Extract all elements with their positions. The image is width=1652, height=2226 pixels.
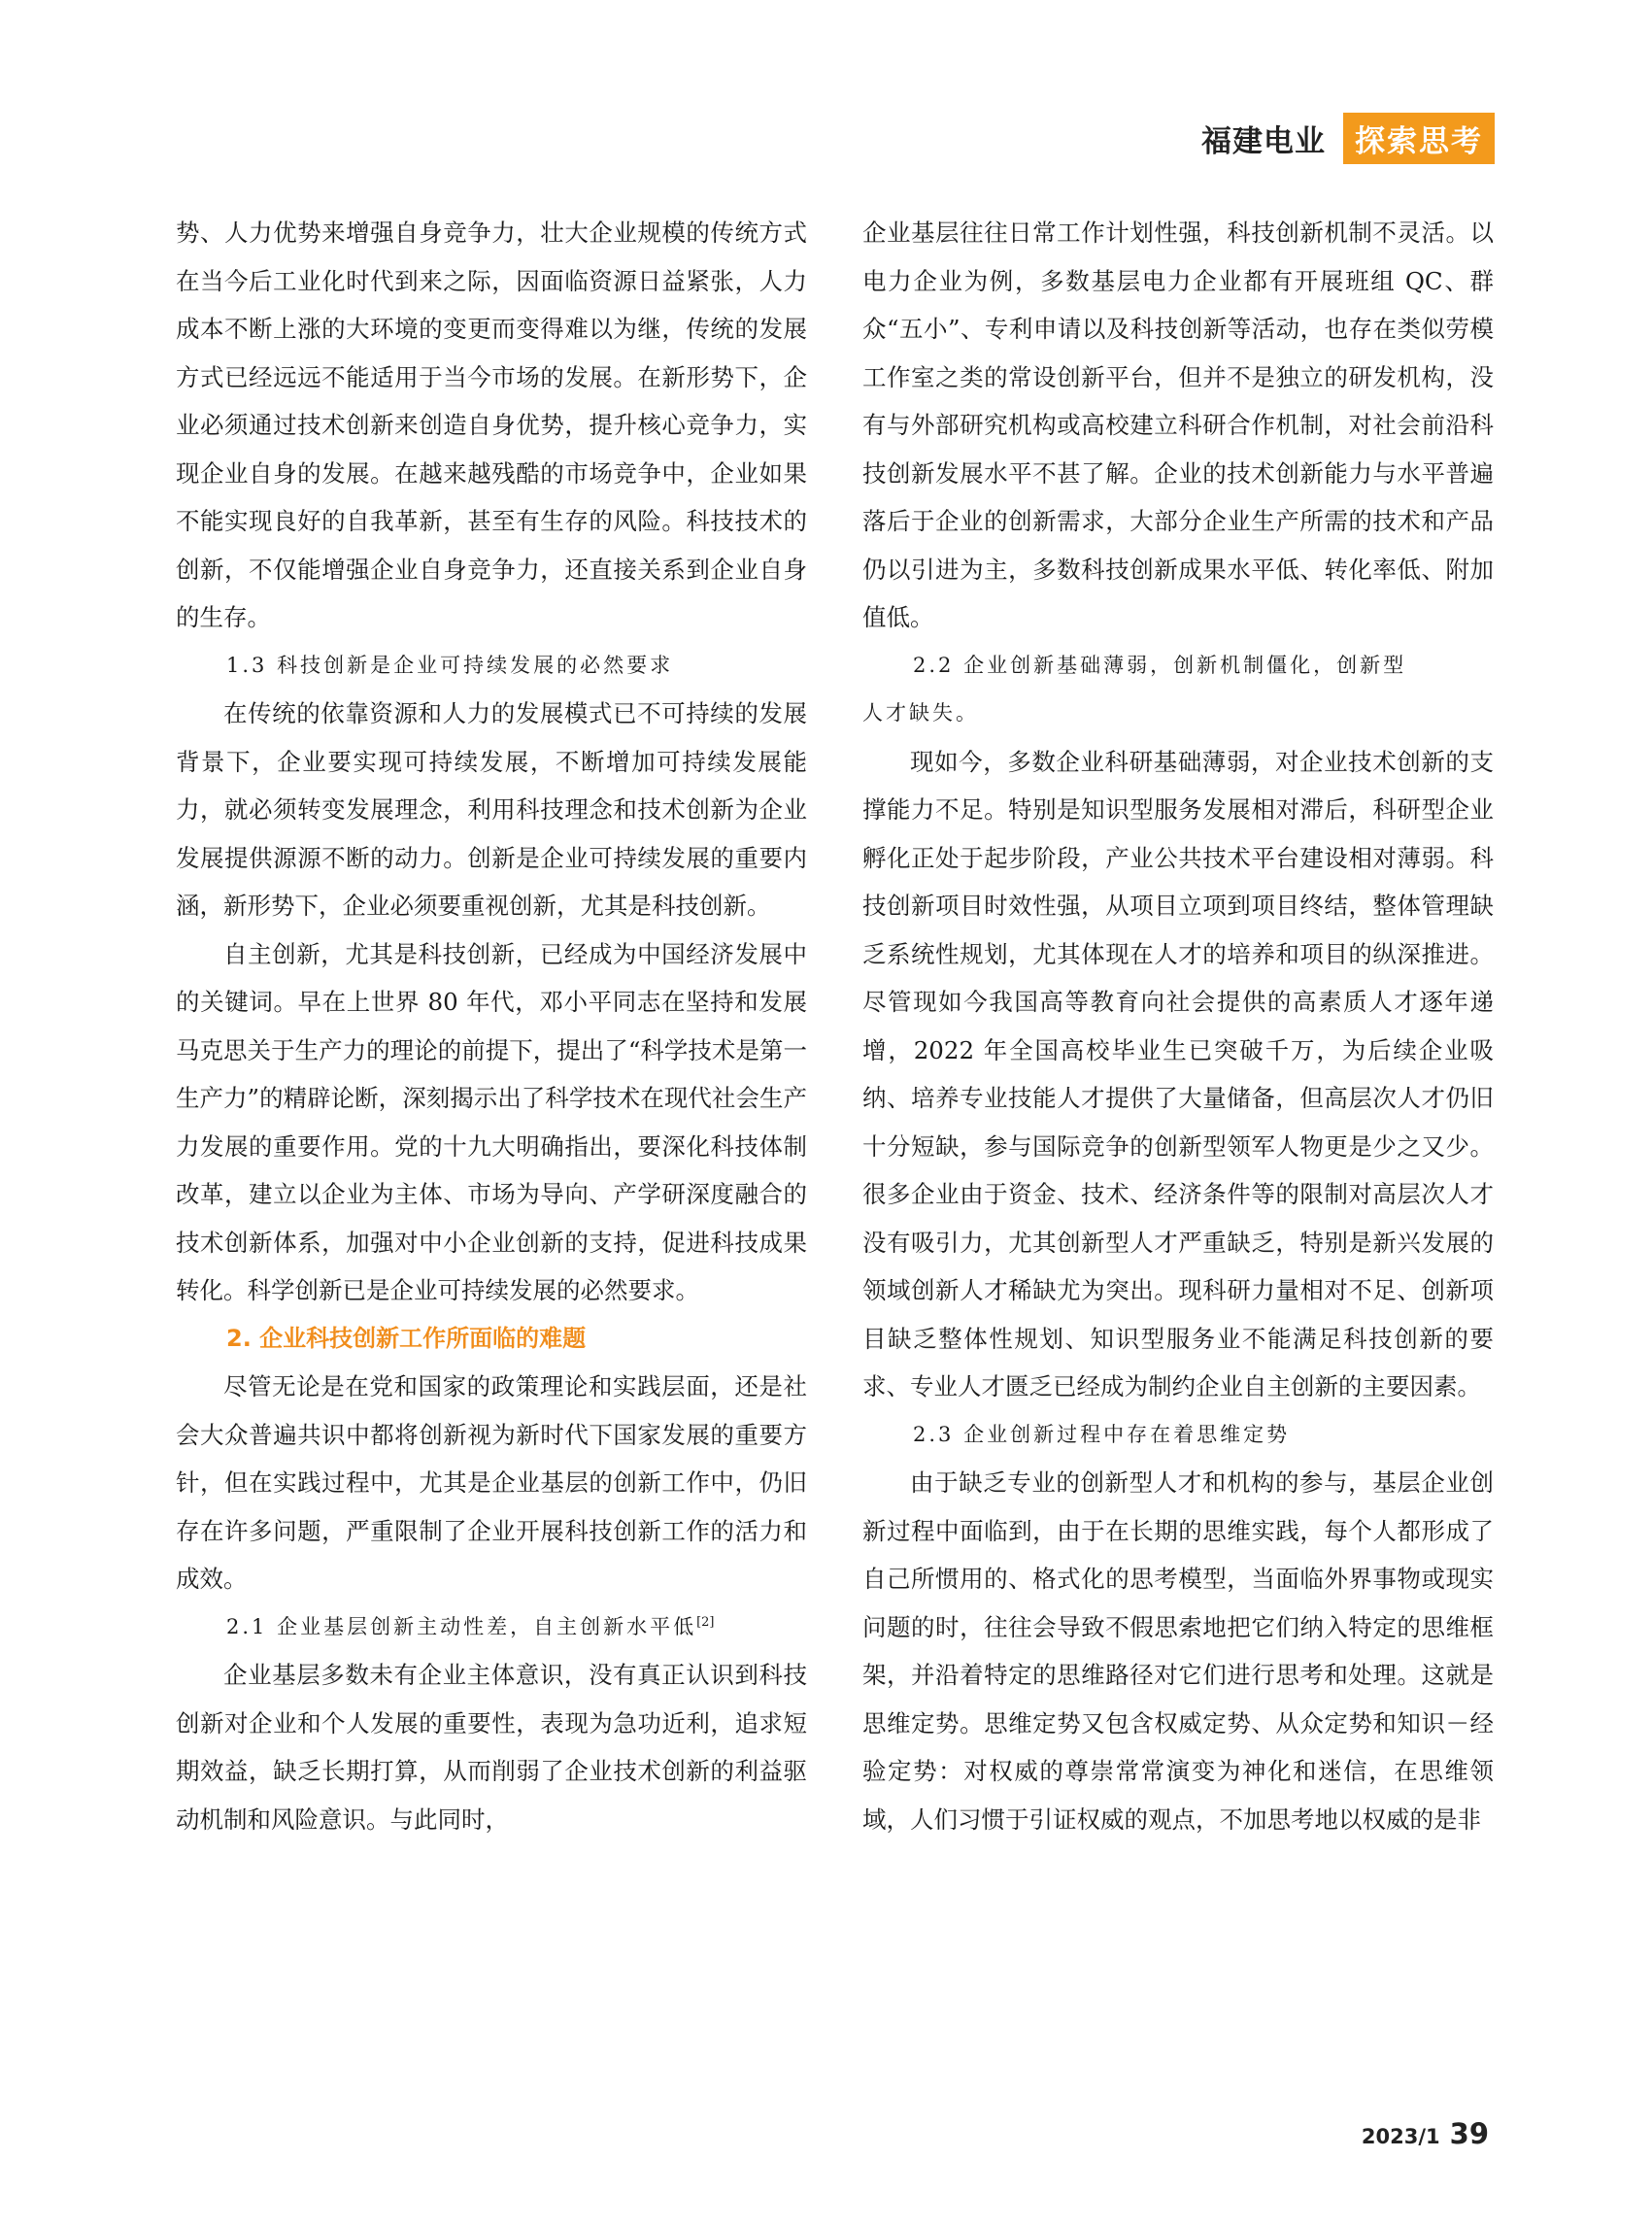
paragraph: 现如今，多数企业科研基础薄弱，对企业技术创新的支撑能力不足。特别是知识型服务发展相对滞后，科研型企业孵化正处于起步阶段，产业公共技术平台建设相对薄弱。科技创新项目时效性强，从项目立项到项目终结，整体管理缺乏系统性规划，尤其体现在人才的培养和项目的纵深推进。尽管现如今我国高等教育向社会提供的高素质人才逐年递增，2022 年全国高校毕业生已突破千万，为后续企业吸纳、培养专业技能人才提供了大量储备，但高层次人才仍旧十分短缺，参与国际竞争的创新型领军人物更是少之又少。很多企业由于资金、技术、经济条件等的限制对高层次人才没有吸引力，尤其创新型人才严重缺乏，特别是新兴发展的领域创新人才稀缺尤为突出。现科研力量相对不足、创新项目缺乏整体性规划、知识型服务业不能满足科技创新的要求、专业人才匮乏已经成为制约企业自主创新的主要因素。	[862, 747, 1494, 1400]
paragraph: 势、人力优势来增强自身竞争力，壮大企业规模的传统方式在当今后工业化时代到来之际，因面临资源日益紧张，人力成本不断上涨的大环境的变更而变得难以为继，传统的发展方式已经远远不能适用于当今市场的发展。在新形势下，企业必须通过技术创新来创造自身优势，提升核心竞争力，实现企业自身的发展。在越来越残酷的市场竞争中，企业如果不能实现良好的自我革新，甚至有生存的风险。科技技术的创新，不仅能增强企业自身竞争力，还直接关系到企业自身的生存。	[176, 219, 807, 631]
subsection-heading-2-2-cont: 人才缺失。	[862, 701, 979, 725]
citation-ref[interactable]: [2]	[696, 1614, 715, 1630]
paragraph: 企业基层往往日常工作计划性强，科技创新机制不灵活。以电力企业为例，多数基层电力企业都有开展班组 QC、群众“五小”、专利申请以及科技创新等活动，也存在类似劳模工作室之类的常设创新平台，但并不是独立的研发机构，没有与外部研究机构或高校建立科研合作机制，对社会前沿科技创新发展水平不甚了解。企业的技术创新能力与水平普遍落后于企业的创新需求，大部分企业生产所需的技术和产品仍以引进为主，多数科技创新成果水平低、转化率低、附加值低。	[862, 219, 1494, 631]
section-heading-2: 2. 企业科技创新工作所面临的难题	[226, 1324, 587, 1352]
paragraph: 企业基层多数未有企业主体意识，没有真正认识到科技创新对企业和个人发展的重要性，表现为急功近利，追求短期效益，缺乏长期打算，从而削弱了企业技术创新的利益驱动机制和风险意识。与此同时，	[176, 1661, 807, 1834]
paragraph: 尽管无论是在党和国家的政策理论和实践层面，还是社会大众普遍共识中都将创新视为新时代下国家发展的重要方针，但在实践过程中，尤其是企业基层的创新工作中，仍旧存在许多问题，严重限制了企业开展科技创新工作的活力和成效。	[176, 1372, 807, 1593]
page-header	[1201, 115, 1495, 161]
subsection-heading-2-2: 2.2 企业创新基础薄弱，创新机制僵化，创新型	[913, 653, 1407, 677]
paragraph: 自主创新，尤其是科技创新，已经成为中国经济发展中的关键词。早在上世界 80 年代，邓小平同志在坚持和发展马克思关于生产力的理论的前提下，提出了“科学技术是第一生产力”的精辟论断，深刻揭示出了科学技术在现代社会生产力发展的重要作用。党的十九大明确指出，要深化科技体制改革，建立以企业为主体、市场为导向、产学研深度融合的技术创新体系，加强对中小企业创新的支持，促进科技成果转化。科学创新已是企业可持续发展的必然要求。	[176, 939, 807, 1304]
subsection-heading-2-3: 2.3 企业创新过程中存在着思维定势	[913, 1422, 1291, 1446]
subsection-heading-2-1	[176, 1603, 807, 1652]
section-tag: 探索思考	[1343, 113, 1495, 164]
subsection-heading-1-3: 1.3 科技创新是企业可持续发展的必然要求	[226, 653, 674, 677]
paragraph: 在传统的依靠资源和人力的发展模式已不可持续的发展背景下，企业要实现可持续发展，不断增加可持续发展能力，就必须转变发展理念，利用科技理念和技术创新为企业发展提供源源不断的动力。创新是企业可持续发展的重要内涵，新形势下，企业必须要重视创新，尤其是科技创新。	[176, 699, 807, 920]
left-column	[176, 209, 807, 1843]
subsection-heading-text: 2.1 企业基层创新主动性差，自主创新水平低	[226, 1614, 697, 1638]
page-number: 39	[1449, 2117, 1489, 2150]
page-footer	[1362, 2117, 1489, 2150]
paragraph: 由于缺乏专业的创新型人才和机构的参与，基层企业创新过程中面临到，由于在长期的思维实践，每个人都形成了自己所惯用的、格式化的思考模型，当面临外界事物或现实问题的时，往往会导致不假思索地把它们纳入特定的思维框架，并沿着特定的思维路径对它们进行思考和处理。这就是思维定势。思维定势又包含权威定势、从众定势和知识－经验定势：对权威的尊崇常常演变为神化和迷信，在思维领域，人们习惯于引证权威的观点，不加思考地以权威的是非	[862, 1468, 1494, 1834]
right-column	[862, 209, 1494, 1843]
magazine-name: 福建电业	[1201, 123, 1326, 159]
issue-number: 2023/1	[1361, 2125, 1440, 2148]
